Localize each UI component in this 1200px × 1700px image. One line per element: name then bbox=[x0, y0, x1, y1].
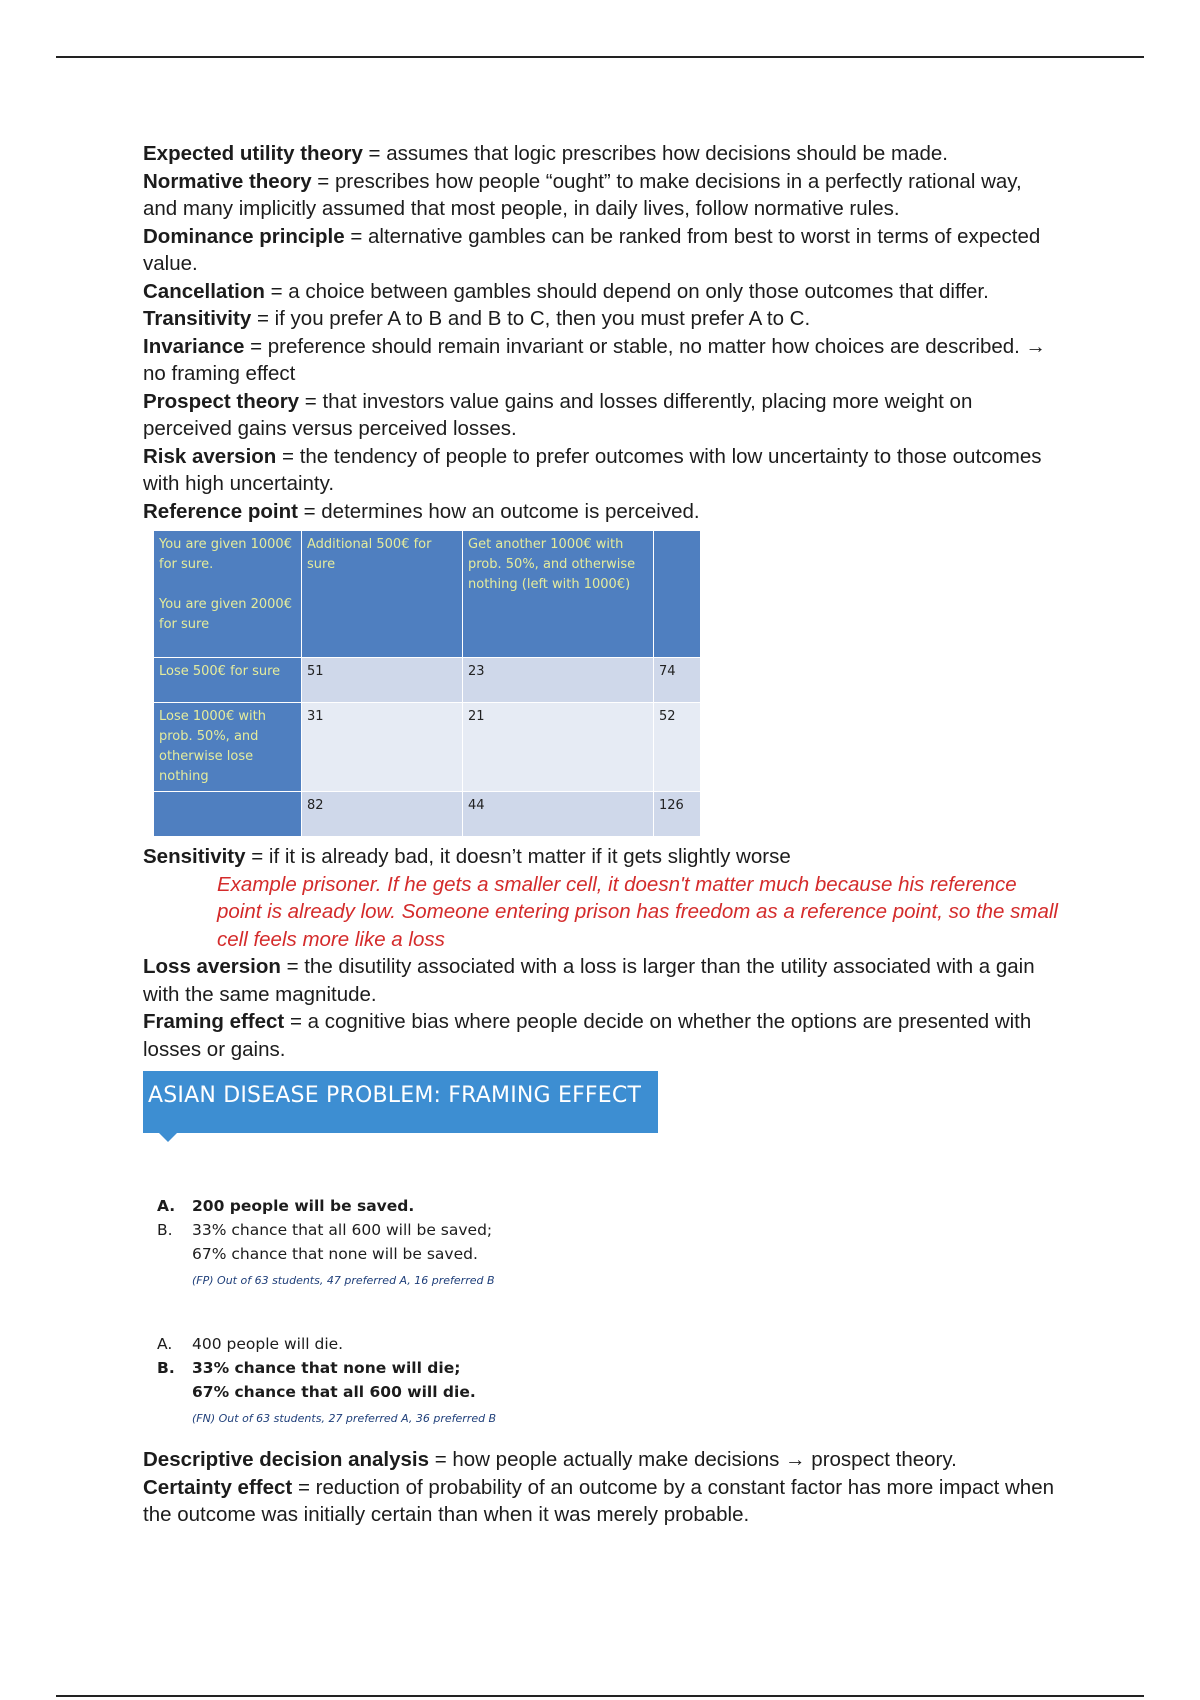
example-note: Example prisoner. If he gets a smaller cell, it doesn't matter much because his reference point is already low. Someone entering prison has freedom as a reference point, so the small cell feels more like a loss bbox=[217, 872, 1058, 951]
definition: Prospect theory = that investors value gains and losses differently, placing more weight on perceived gains versus perceived losses. bbox=[143, 389, 973, 440]
table-row-label: Lose 500€ for sure bbox=[154, 658, 302, 703]
definition: Expected utility theory = assumes that logic prescribes how decisions should be made. bbox=[143, 142, 948, 165]
table-cell: 21 bbox=[463, 703, 654, 792]
table-cell: 51 bbox=[302, 658, 463, 703]
table-corner-cell: You are given 1000€ for sure. You are given 2000€ for sure bbox=[154, 531, 302, 658]
page-content bbox=[143, 140, 1058, 1529]
result-note: (FP) Out of 63 students, 47 preferred A, 16 preferred B bbox=[192, 1274, 495, 1287]
definition: Transitivity = if you prefer A to B and B to C, then you must prefer A to C. bbox=[143, 307, 811, 330]
table-cell: 126 bbox=[654, 792, 701, 837]
table-cell: 44 bbox=[463, 792, 654, 837]
definition: Normative theory = prescribes how people “ought” to make decisions in a perfectly rational way, and many implicitly assumed that most people, in daily lives, follow normative rules. bbox=[143, 169, 1022, 220]
definition: Certainty effect = reduction of probability of an outcome by a constant factor has more impact when the outcome was initially certain than when it was merely probable. bbox=[143, 1475, 1055, 1526]
option-b: B. 33% chance that all 600 will be saved; 67% chance that none will be saved. bbox=[157, 1221, 493, 1263]
asian-disease-slide bbox=[143, 1071, 658, 1428]
table-header-cell: Additional 500€ for sure bbox=[302, 531, 463, 658]
table-cell: 74 bbox=[654, 658, 701, 703]
definition: Risk aversion = the tendency of people to prefer outcomes with low uncertainty to those outcomes with high uncertainty. bbox=[143, 444, 1042, 495]
option-a: A. 200 people will be saved. bbox=[157, 1197, 415, 1215]
table-row-label bbox=[154, 792, 302, 837]
definition: Invariance = preference should remain invariant or stable, no matter how choices are described. → no framing effect bbox=[143, 334, 1047, 385]
table-header-cell: Get another 1000€ with prob. 50%, and otherwise nothing (left with 1000€) bbox=[463, 531, 654, 658]
table-cell: 31 bbox=[302, 703, 463, 792]
result-note: (FN) Out of 63 students, 27 preferred A, 36 preferred B bbox=[192, 1412, 497, 1425]
reference-point-table bbox=[153, 530, 701, 837]
definition: Loss aversion = the disutility associated with a loss is larger than the utility associated with a gain with the same magnitude. bbox=[143, 955, 1035, 1006]
table-cell: 82 bbox=[302, 792, 463, 837]
slide-title: ASIAN DISEASE PROBLEM: FRAMING EFFECT bbox=[143, 1071, 658, 1133]
options-list bbox=[157, 1194, 658, 1428]
table-cell: 23 bbox=[463, 658, 654, 703]
option-a: A. 400 people will die. bbox=[157, 1335, 344, 1353]
table-cell: 52 bbox=[654, 703, 701, 792]
option-b: B. 33% chance that none will die; 67% chance that all 600 will die. bbox=[157, 1359, 476, 1401]
banner-pointer bbox=[159, 1133, 177, 1142]
definition: Reference point = determines how an outcome is perceived. bbox=[143, 499, 700, 523]
header-rule bbox=[56, 56, 1144, 58]
table-header-cell bbox=[654, 531, 701, 658]
table-row-label: Lose 1000€ with prob. 50%, and otherwise lose nothing bbox=[154, 703, 302, 792]
definition: Framing effect = a cognitive bias where people decide on whether the options are presented with losses or gains. bbox=[143, 1010, 1032, 1061]
definition: Cancellation = a choice between gambles should depend on only those outcomes that differ. bbox=[143, 279, 989, 303]
definition: Dominance principle = alternative gambles can be ranked from best to worst in terms of expected value. bbox=[143, 224, 1041, 275]
definition: Descriptive decision analysis = how people actually make decisions → prospect theory. bbox=[143, 1448, 957, 1471]
definition: Sensitivity = if it is already bad, it doesn’t matter if it gets slightly worse bbox=[143, 845, 791, 868]
footer-rule bbox=[56, 1695, 1144, 1697]
